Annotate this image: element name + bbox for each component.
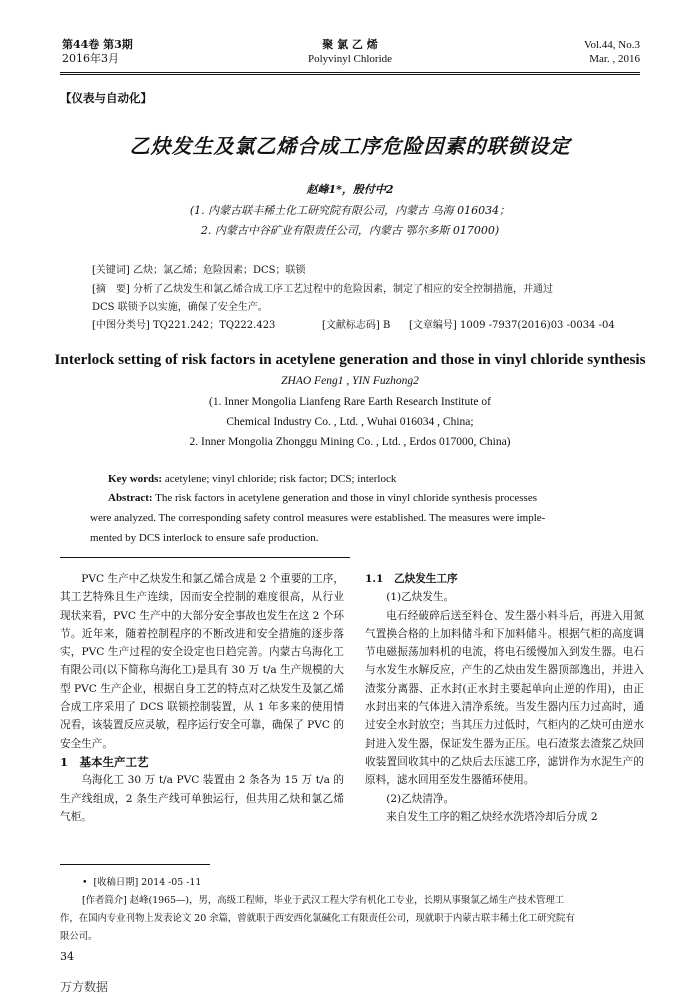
received-date xyxy=(60,874,642,892)
body-right-column xyxy=(365,570,644,826)
watermark: 万方数据 xyxy=(60,980,109,994)
author-bio-3: 限公司。 xyxy=(60,931,98,942)
header-rule xyxy=(60,72,640,73)
header-rule-2 xyxy=(60,74,640,75)
bullet-icon: • xyxy=(82,877,88,888)
keywords-en-text: acetylene; vinyl chloride; risk factor; DCS; interlock xyxy=(162,473,397,485)
volume-issue: 第44卷 第3期 xyxy=(62,38,133,51)
section-heading-1-1: 1.1 乙炔发生工序 xyxy=(365,573,458,585)
subheading-acetylene-purification: (2)乙炔清净。 xyxy=(386,792,455,805)
doc-code: [文献标志码] B xyxy=(322,320,391,331)
affiliation-cn-2: 2. 内蒙古中谷矿业有限责任公司，内蒙古 鄂尔多斯 017000) xyxy=(200,224,500,237)
abstract-en-text-1: The risk factors in acetylene generation and those in vinyl chloride synthesis processes xyxy=(152,492,537,504)
affiliation-en-1: (1. Inner Mongolia Lianfeng Rare Earth Research Institute of xyxy=(209,396,491,408)
classification-line xyxy=(92,316,622,331)
date-en: Mar. , 2016 xyxy=(589,53,640,65)
subheading-acetylene-generation: (1)乙炔发生。 xyxy=(386,591,455,604)
footnote xyxy=(60,874,642,946)
affiliation-en-3: 2. Inner Mongolia Zhonggu Mining Co. , Ltd. , Erdos 017000, China) xyxy=(189,436,511,448)
publication-date: 2016年3月 xyxy=(62,52,119,65)
header-center xyxy=(250,38,450,66)
volume-issue-en: Vol.44, No.3 xyxy=(583,39,640,51)
journal-name-cn: 聚 氯 乙 烯 xyxy=(322,38,378,51)
section-tag: 【仪表与自动化】 xyxy=(60,91,152,105)
clc-number: [中图分类号] TQ221.242；TQ222.423 xyxy=(92,320,276,331)
abstract-divider xyxy=(60,557,350,558)
intro-paragraph: PVC 生产中乙炔发生和氯乙烯合成是 2 个重要的工序，其工艺特殊且生产连续，因而安全控制的难度很高，从行业现状来看，PVC 生产中的大部分安全事故也发生在这 2 个环节。近年来，随着控制程序的不断改进和安全措施的逐步落实，PVC 生产过程的安全设定也日趋完善。内蒙古乌海化工有限公司(以下简称乌海化工)是具有 30 万 t/a 生产规模的大型 PVC 生产企业，根据自身工艺的特点对乙炔发生及氯乙烯合成工序采用了 DCS 联锁控制装置，从 1 年多来的使用情况看，该装置反应灵敏，程序运行安全可靠，确保了 PVC 的安全生产。 xyxy=(60,573,344,750)
keywords-en xyxy=(108,473,396,485)
generation-paragraph: 电石经破碎后送至料仓、发生器小料斗后，再进入用氮气置换合格的上加料储斗和下加料储斗。根据气柜的高度调节电磁振荡加料机的电流，将电石缓慢加入到发生器。电石与水发生水解反应，产生的乙炔由发生器顶部逸出，并进入渣浆分离器、正水封(正水封主要起单向止逆的作用)，由正水封出来的气体进入清净系统。当发生器内压力过高时，通过安全水封放空；当其压力过低时，气柜内的乙炔可由逆水封进入发生器，保证发生器为正压。电石渣浆去渣浆乙炔回收装置回收其中的乙炔后去压滤工序，滤饼作为水泥生产的原料，滤水回用至发生器循环使用。 xyxy=(365,609,644,787)
received-date-text: [收稿日期] 2014 -05 -11 xyxy=(93,877,202,888)
abstract-en-line-2: were analyzed. The corresponding safety control measures were established. The measures were imple- xyxy=(90,512,546,524)
affiliation-cn-1: (1. 内蒙古联丰稀土化工研究院有限公司，内蒙古 乌海 016034； xyxy=(189,204,511,217)
page-number: 34 xyxy=(60,950,74,963)
affiliation-en-2: Chemical Industry Co. , Ltd. , Wuhai 016034 , China; xyxy=(226,416,474,428)
header-left xyxy=(62,38,133,66)
article-id: [文章编号] 1009 -7937(2016)03 -0034 -04 xyxy=(409,320,615,331)
authors-cn: 赵峰1*，殷付中2 xyxy=(306,183,394,196)
abstract-cn-line-1: [摘 要] 分析了乙炔发生和氯乙烯合成工序工艺过程中的危险因素，制定了相应的安全控制措施，并通过 xyxy=(92,284,553,295)
page-title: 乙炔发生及氯乙烯合成工序危险因素的联锁设定 xyxy=(129,134,571,158)
abstract-en-label: Abstract: xyxy=(108,492,153,504)
keywords-en-label: Key words: xyxy=(108,473,163,485)
purification-paragraph: 来自发生工序的粗乙炔经水洗塔冷却后分成 2 xyxy=(386,810,598,823)
title-en: Interlock setting of risk factors in acetylene generation and those in vinyl chloride synthesis xyxy=(54,351,646,368)
abstract-en-line-3: mented by DCS interlock to ensure safe production. xyxy=(90,532,319,544)
footnote-divider xyxy=(60,864,210,865)
body-left-column xyxy=(60,570,344,826)
production-paragraph: 乌海化工 30 万 t/a PVC 装置由 2 条各为 15 万 t/a 的生产线组成，2 条生产线可单独运行，但共用乙炔和氯乙烯气柜。 xyxy=(60,774,344,823)
abstract-en-line-1 xyxy=(108,492,537,504)
author-bio-1: [作者简介] 赵峰(1965—)，男，高级工程师，毕业于武汉工程大学有机化工专业，长期从事聚氯乙烯生产技术管理工 xyxy=(82,895,565,906)
author-bio-2: 作，在国内专业刊物上发表论文 20 余篇，曾就职于西安西化氯碱化工有限责任公司，现就职于内蒙古联丰稀土化工研究院有 xyxy=(60,913,575,924)
section-heading-1: 1 基本生产工艺 xyxy=(60,754,149,769)
keywords-cn: [关键词] 乙炔；氯乙烯；危险因素；DCS；联锁 xyxy=(92,265,306,276)
journal-name-en: Polyvinyl Chloride xyxy=(307,53,393,65)
header-right xyxy=(584,38,640,66)
abstract-cn-line-2: DCS 联锁予以实施，确保了安全生产。 xyxy=(92,302,268,313)
authors-en: ZHAO Feng1 , YIN Fuzhong2 xyxy=(281,375,419,387)
